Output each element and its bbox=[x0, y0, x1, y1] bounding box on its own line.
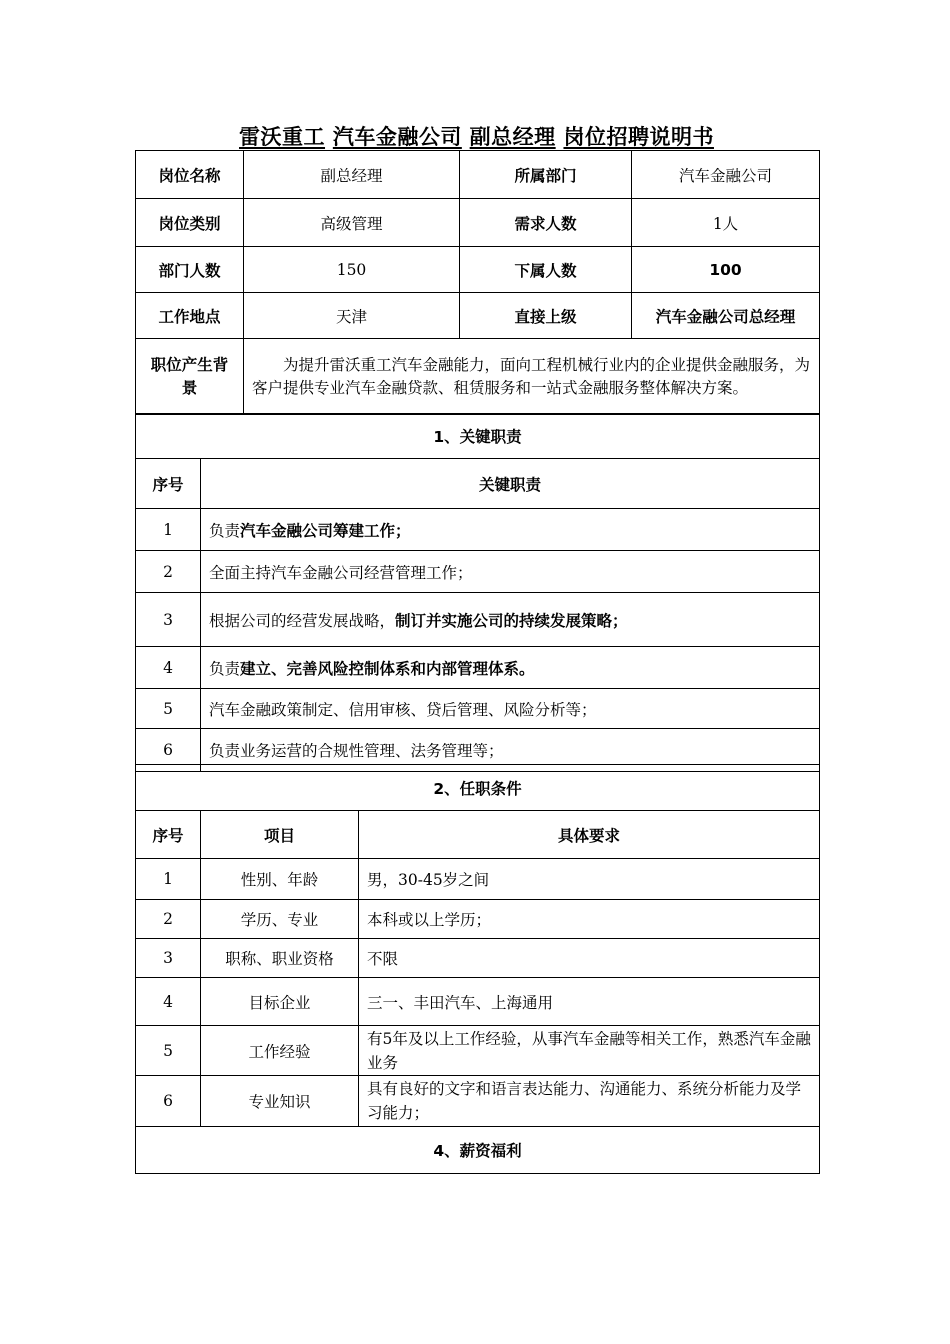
row-number: 4 bbox=[136, 647, 201, 689]
table-header-row bbox=[136, 811, 820, 859]
label-headcount-needed: 需求人数 bbox=[460, 199, 632, 247]
value-background: 为提升雷沃重工汽车金融能力，面向工程机械行业内的企业提供金融服务，为客户提供专业汽车金融贷款、租赁服务和一站式金融服务整体解决方案。 bbox=[244, 339, 820, 415]
row-number: 5 bbox=[136, 1026, 201, 1076]
value-dept-size: 150 bbox=[244, 247, 460, 293]
row-number: 3 bbox=[136, 593, 201, 647]
table-row bbox=[136, 647, 820, 689]
title-doc-type: 岗位招聘说明书 bbox=[563, 124, 714, 149]
duty-text: 负责业务运营的合规性管理、法务管理等； bbox=[201, 729, 820, 772]
row-number: 1 bbox=[136, 859, 201, 900]
duties-table bbox=[135, 413, 820, 772]
requirement-text: 有5年及以上工作经验，从事汽车金融等相关工作，熟悉汽车金融业务 bbox=[359, 1026, 820, 1076]
page-title bbox=[135, 121, 818, 151]
duty-text bbox=[201, 509, 820, 551]
requirement-item: 性别、年龄 bbox=[201, 859, 359, 900]
table-row bbox=[136, 900, 820, 939]
row-number: 1 bbox=[136, 509, 201, 551]
label-dept-size: 部门人数 bbox=[136, 247, 244, 293]
value-position-name: 副总经理 bbox=[244, 151, 460, 199]
requirement-item: 工作经验 bbox=[201, 1026, 359, 1076]
duty-text: 全面主持汽车金融公司经营管理工作； bbox=[201, 551, 820, 593]
duty-text-plain: 根据公司的经营发展战略， bbox=[209, 611, 396, 630]
title-department: 汽车金融公司 bbox=[332, 124, 462, 149]
table-header-row bbox=[136, 459, 820, 509]
title-position: 副总经理 bbox=[469, 124, 556, 149]
duty-text bbox=[201, 593, 820, 647]
label-subordinates: 下属人数 bbox=[460, 247, 632, 293]
value-location: 天津 bbox=[244, 293, 460, 339]
info-row bbox=[136, 151, 820, 199]
section-4-title: 4、薪资福利 bbox=[136, 1127, 820, 1174]
requirements-table bbox=[135, 764, 820, 1174]
requirement-item: 职称、职业资格 bbox=[201, 939, 359, 978]
table-row bbox=[136, 939, 820, 978]
duty-text-bold: 建立、完善风险控制体系和内部管理体系。 bbox=[240, 659, 535, 678]
section-1-title: 1、关键职责 bbox=[136, 414, 820, 459]
info-row bbox=[136, 247, 820, 293]
row-number: 6 bbox=[136, 1076, 201, 1127]
duty-text-bold: 制订并实施公司的持续发展策略； bbox=[395, 611, 628, 630]
title-company: 雷沃重工 bbox=[239, 124, 326, 149]
label-department: 所属部门 bbox=[460, 151, 632, 199]
row-number: 5 bbox=[136, 689, 201, 729]
section-2-title: 2、任职条件 bbox=[136, 765, 820, 811]
requirement-item: 学历、专业 bbox=[201, 900, 359, 939]
requirement-text: 具有良好的文字和语言表达能力、沟通能力、系统分析能力及学习能力； bbox=[359, 1076, 820, 1127]
info-row bbox=[136, 293, 820, 339]
row-number: 4 bbox=[136, 978, 201, 1026]
table-row bbox=[136, 689, 820, 729]
duty-text-plain: 负责 bbox=[209, 659, 241, 678]
duty-text bbox=[201, 647, 820, 689]
col-header-no: 序号 bbox=[136, 811, 201, 859]
info-row bbox=[136, 199, 820, 247]
value-department: 汽车金融公司 bbox=[632, 151, 820, 199]
table-row bbox=[136, 859, 820, 900]
label-background: 职位产生背景 bbox=[136, 339, 244, 415]
table-row bbox=[136, 1076, 820, 1127]
value-subordinates: 100 bbox=[632, 247, 820, 293]
label-position-name: 岗位名称 bbox=[136, 151, 244, 199]
row-number: 3 bbox=[136, 939, 201, 978]
requirement-item: 专业知识 bbox=[201, 1076, 359, 1127]
label-supervisor: 直接上级 bbox=[460, 293, 632, 339]
requirement-text: 三一、丰田汽车、上海通用 bbox=[359, 978, 820, 1026]
row-number: 2 bbox=[136, 551, 201, 593]
info-table bbox=[135, 150, 820, 415]
label-location: 工作地点 bbox=[136, 293, 244, 339]
col-header-no: 序号 bbox=[136, 459, 201, 509]
col-header-item: 项目 bbox=[201, 811, 359, 859]
requirement-text: 男，30-45岁之间 bbox=[359, 859, 820, 900]
background-row bbox=[136, 339, 820, 415]
col-header-duty: 关键职责 bbox=[201, 459, 820, 509]
requirement-text: 不限 bbox=[359, 939, 820, 978]
duty-text-plain: 负责 bbox=[209, 521, 241, 540]
duty-text: 汽车金融政策制定、信用审核、贷后管理、风险分析等； bbox=[201, 689, 820, 729]
table-row bbox=[136, 978, 820, 1026]
row-number: 6 bbox=[136, 729, 201, 772]
table-row bbox=[136, 1026, 820, 1076]
value-headcount-needed: 1人 bbox=[632, 199, 820, 247]
col-header-requirement: 具体要求 bbox=[359, 811, 820, 859]
value-category: 高级管理 bbox=[244, 199, 460, 247]
table-row bbox=[136, 509, 820, 551]
duty-text-bold: 汽车金融公司筹建工作； bbox=[240, 521, 411, 540]
value-supervisor: 汽车金融公司总经理 bbox=[632, 293, 820, 339]
requirement-item: 目标企业 bbox=[201, 978, 359, 1026]
label-category: 岗位类别 bbox=[136, 199, 244, 247]
table-row bbox=[136, 551, 820, 593]
table-row bbox=[136, 593, 820, 647]
requirement-text: 本科或以上学历； bbox=[359, 900, 820, 939]
row-number: 2 bbox=[136, 900, 201, 939]
